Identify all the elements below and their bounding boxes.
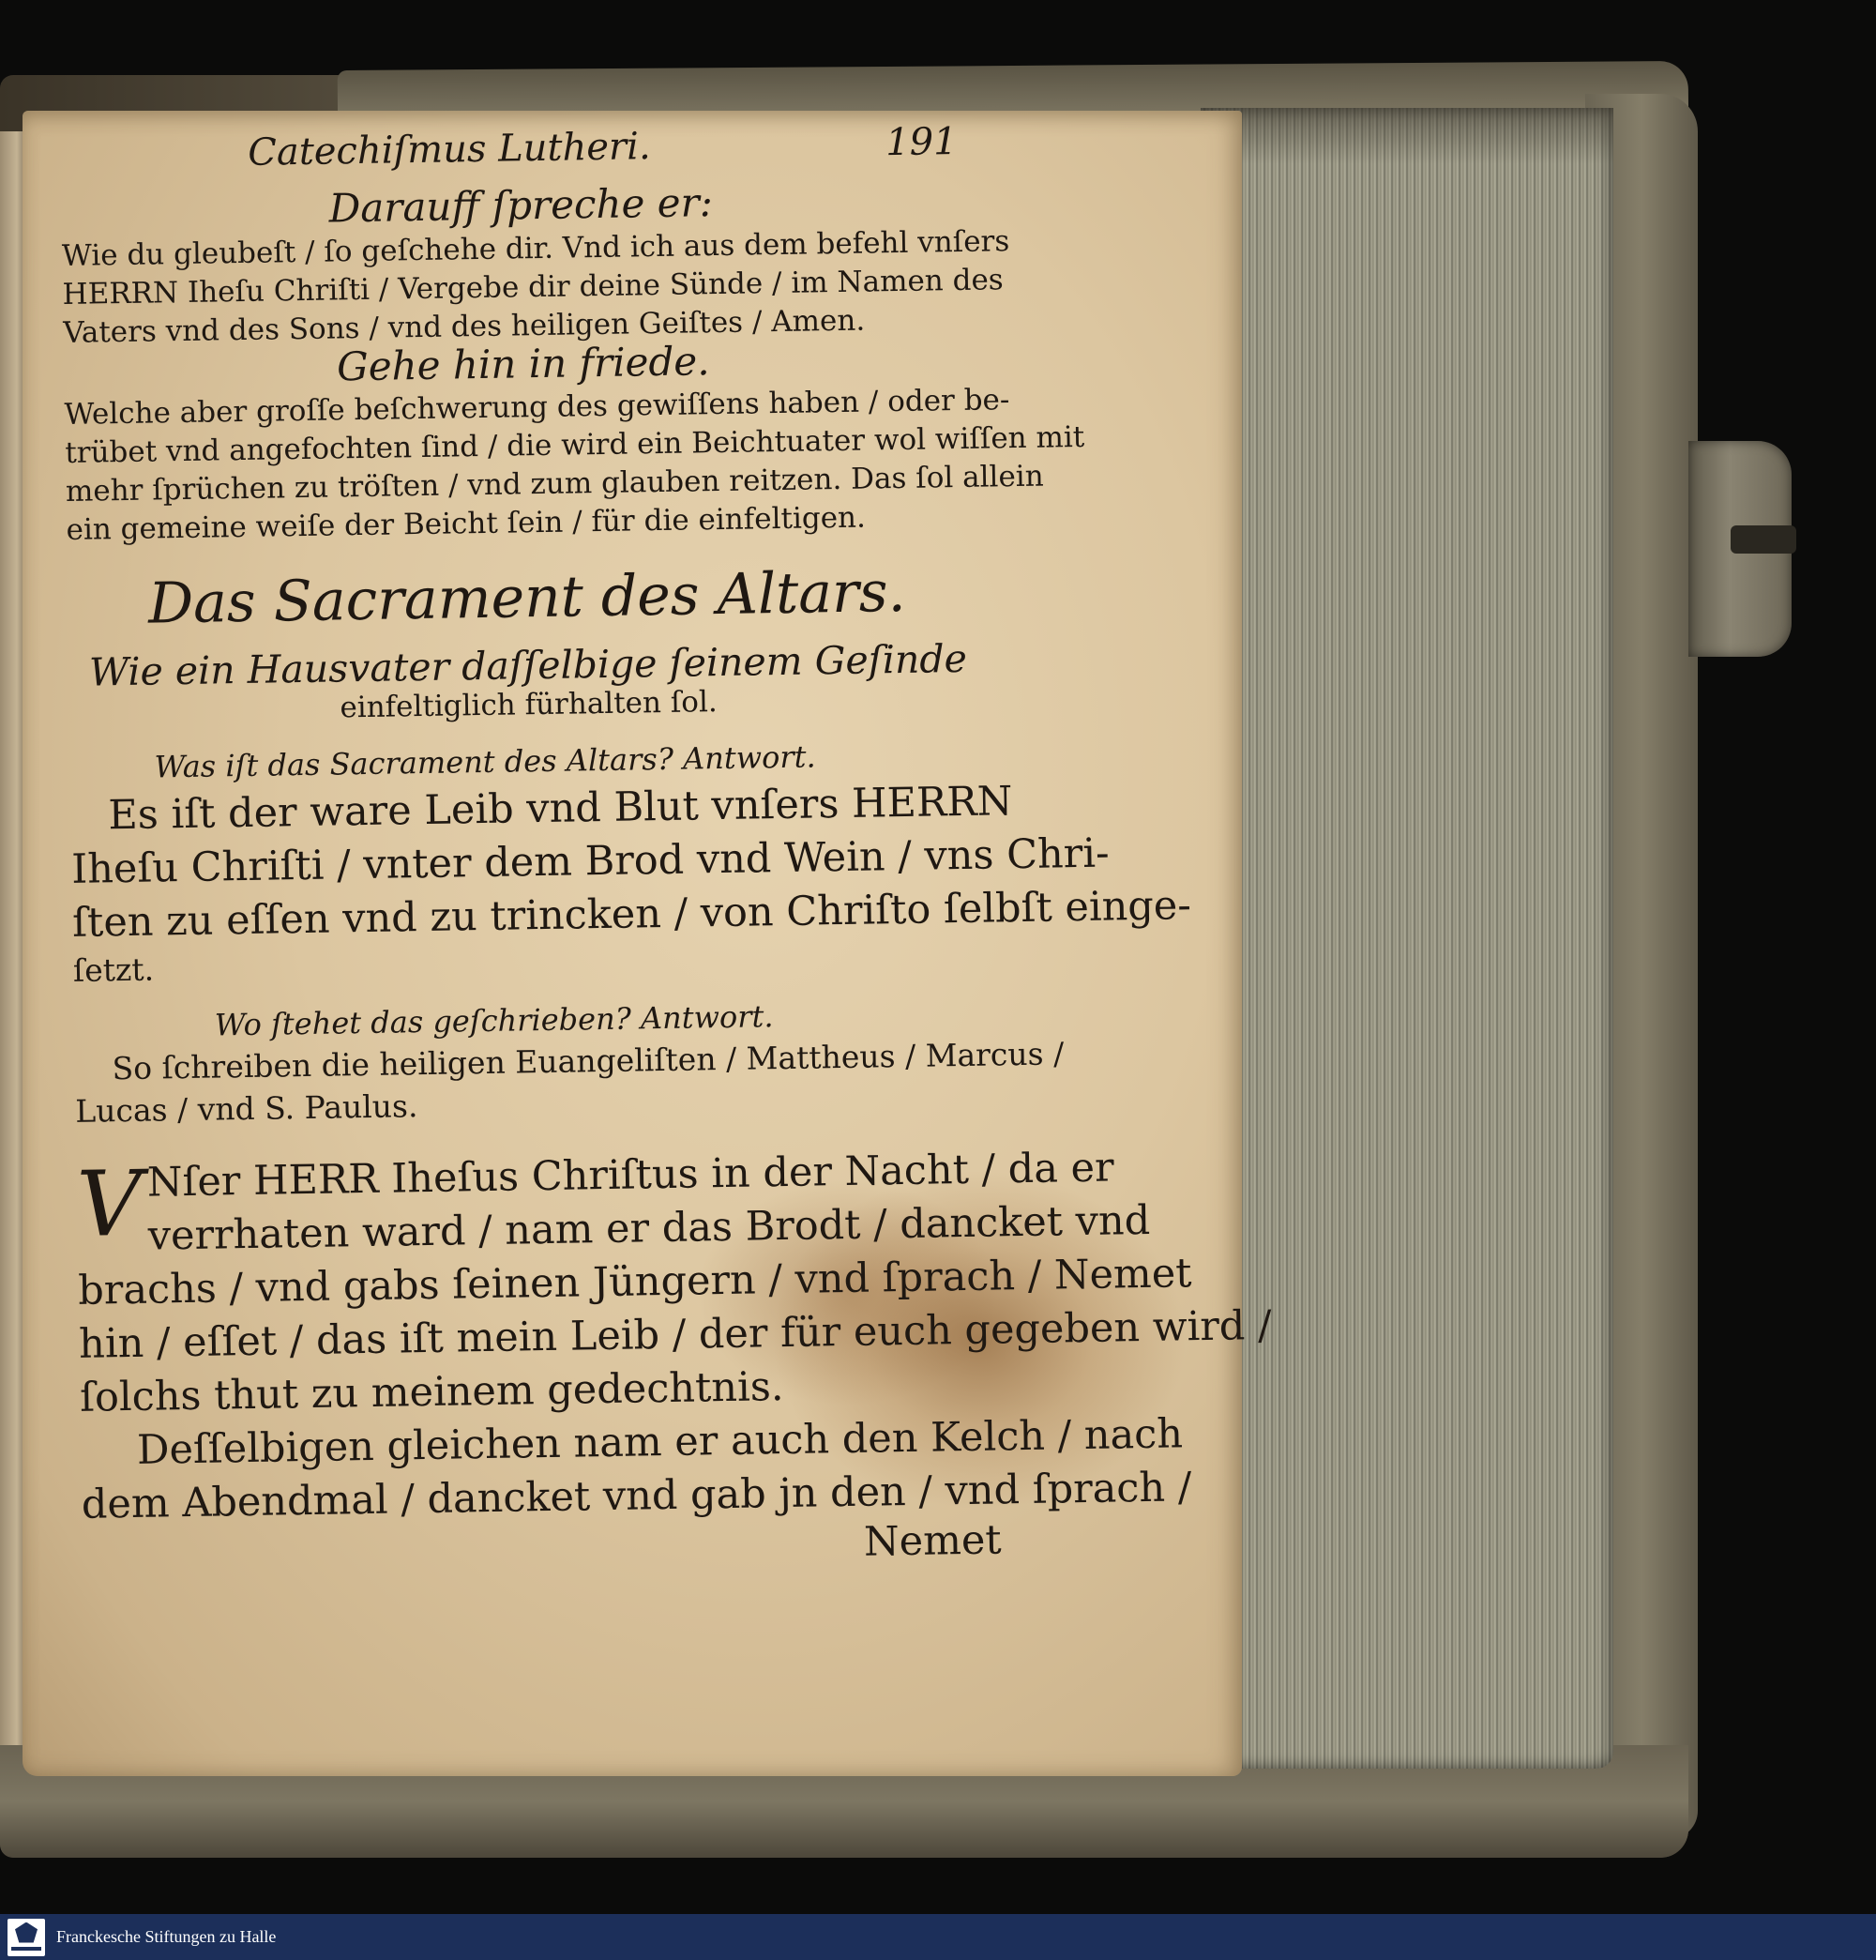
page-text: [60, 119, 1272, 1575]
running-head: [60, 119, 980, 190]
absolution-line: Vaters vnd des Sons / vnd des heiligen Geiſtes / Amen.: [63, 303, 866, 350]
question-2: Wo ſtehet das geſchrieben? Antwort.: [214, 998, 774, 1043]
answer-2-line: So ſchreiben die heiligen Euangeliſten / Mattheus / Marcus /: [112, 1035, 1065, 1087]
advice-line: Welche aber groſſe beſchwerung des gewiſſens haben / oder be-: [64, 383, 1010, 432]
institution-paragraph: [75, 1144, 1272, 1528]
answer-2-line: Lucas / vnd S. Paulus.: [75, 1087, 418, 1130]
footer-bar: [0, 1914, 1876, 1960]
advice-line: trübet vnd angefochten ſind / die wird ein Beichtuater wol wiſſen mit: [65, 419, 1085, 470]
question-1: Was iſt das Sacrament des Altars? Antwort.: [154, 738, 816, 785]
advice-paragraph: [64, 383, 1085, 547]
advice-line: ein gemeine weiſe der Beicht ſein / für die einfeltigen.: [66, 500, 867, 547]
answer-1-paragraph: [70, 778, 1192, 989]
institution-line: verrhaten ward / nam er das Brodt / dancket vnd: [147, 1196, 1151, 1260]
section-subtitle-line1: Wie ein Hausvater daſſelbige ſeinem Geſinde: [88, 635, 968, 695]
absolution-paragraph: [61, 224, 1010, 350]
advice-line: mehr ſprüchen zu tröſten / vnd zum glauben reitzen. Das ſol allein: [65, 459, 1044, 509]
absolution-line: Wie du gleubeſt / ſo geſchehe dir. Vnd ich aus dem befehl vnſers: [61, 224, 1010, 273]
page-number: 191: [885, 119, 958, 165]
institution-line: dem Abendmal / dancket vnd gab jn den / vnd ſprach /: [81, 1464, 1192, 1528]
footer-institution: Franckesche Stiftungen zu Halle: [56, 1927, 277, 1946]
francke-foundation-logo-icon: [8, 1919, 45, 1956]
running-head-title: Catechiſmus Lutheri.: [247, 125, 651, 175]
heading-darauff: Darauff ſpreche er:: [328, 179, 714, 232]
heading-gehe: Gehe hin in friede.: [336, 338, 710, 390]
answer-1-line: ſten zu eſſen vnd zu trincken / von Chriſto ſelbſt einge-: [71, 882, 1192, 947]
absolution-line: HERRN Iheſu Chriſti / Vergebe dir deine Sünde / im Namen des: [62, 263, 1004, 311]
fore-edge-shadow: [1201, 108, 1613, 164]
institution-line: ſolchs thut zu meinem gedechtnis.: [79, 1363, 784, 1421]
catchword: Nemet: [863, 1516, 1003, 1566]
answer-1-line: ſetzt.: [72, 950, 155, 989]
fore-edge-pages: [1201, 108, 1613, 1769]
section-subtitle-line2: einfeltiglich fürhalten ſol.: [340, 685, 718, 725]
institution-line: Nſer HERR Iheſus Chriſtus in der Nacht / da er: [146, 1144, 1114, 1207]
section-title: Das Sacrament des Altars.: [147, 558, 907, 637]
book-page: [23, 111, 1272, 1776]
answer-1-line: Es iſt der ware Leib vnd Blut vnſers HERRN: [107, 778, 1013, 840]
institution-line: hin / eſſet / das iſt mein Leib / der für euch gegeben wird /: [78, 1301, 1272, 1368]
drop-cap: V: [75, 1150, 144, 1257]
institution-line: Deſſelbigen gleichen nam er auch den Kelch / nach: [136, 1410, 1184, 1474]
answer-1-line: Iheſu Chriſti / vnter dem Brod vnd Wein / vns Chri-: [70, 829, 1110, 893]
answer-2-paragraph: [74, 1035, 1065, 1130]
institution-line: brachs / vnd gabs ſeinen Jüngern / vnd ſprach / Nemet: [77, 1250, 1192, 1314]
clasp-pin: [1731, 525, 1796, 554]
